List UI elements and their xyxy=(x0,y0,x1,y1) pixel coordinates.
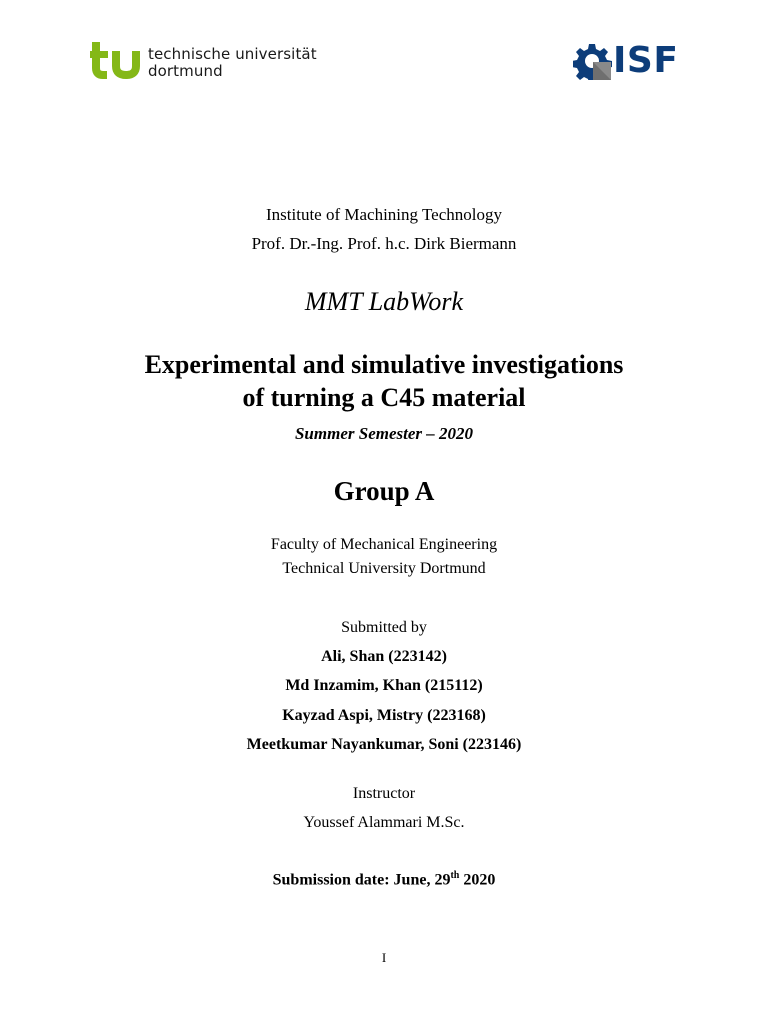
tu-logo-text-line2: dortmund xyxy=(148,62,223,80)
tu-dortmund-logo xyxy=(90,42,330,82)
university-name: Technical University Dortmund xyxy=(282,560,486,577)
professor-name: Prof. Dr.-Ing. Prof. h.c. Dirk Biermann xyxy=(251,234,517,253)
submission-date xyxy=(0,870,768,889)
tu-logo-text-line1: technische universität xyxy=(148,45,317,63)
faculty-name: Faculty of Mechanical Engineering xyxy=(270,536,498,553)
tu-logo-text xyxy=(148,46,317,80)
instructor-name: Youssef Alammari M.Sc. xyxy=(303,814,465,831)
submission-date-superscript: th xyxy=(450,870,460,881)
semester: Summer Semester – 2020 xyxy=(294,424,474,443)
isf-logo xyxy=(573,40,683,82)
submission-date-year: 2020 xyxy=(459,871,496,889)
author-1: Ali, Shan (223142) xyxy=(321,648,447,665)
report-title-line1: Experimental and simulative investigations xyxy=(144,350,624,379)
author-4: Meetkumar Nayankumar, Soni (223146) xyxy=(246,736,522,753)
report-title-line2: of turning a C45 material xyxy=(242,383,526,412)
course-title: MMT LabWork xyxy=(304,287,464,316)
isf-logo-text: ISF xyxy=(613,40,679,81)
instructor-label: Instructor xyxy=(352,785,416,802)
institute-name: Institute of Machining Technology xyxy=(266,205,502,224)
isf-gear-icon xyxy=(573,42,613,80)
author-2: Md Inzamim, Khan (215112) xyxy=(285,677,483,694)
group-name: Group A xyxy=(333,476,435,506)
tu-logo-mark-icon xyxy=(90,42,144,80)
submitted-by-label: Submitted by xyxy=(341,619,427,636)
submission-date-prefix: Submission date: June, 29 xyxy=(272,871,451,889)
page-number: I xyxy=(381,950,387,965)
author-3: Kayzad Aspi, Mistry (223168) xyxy=(282,707,486,724)
